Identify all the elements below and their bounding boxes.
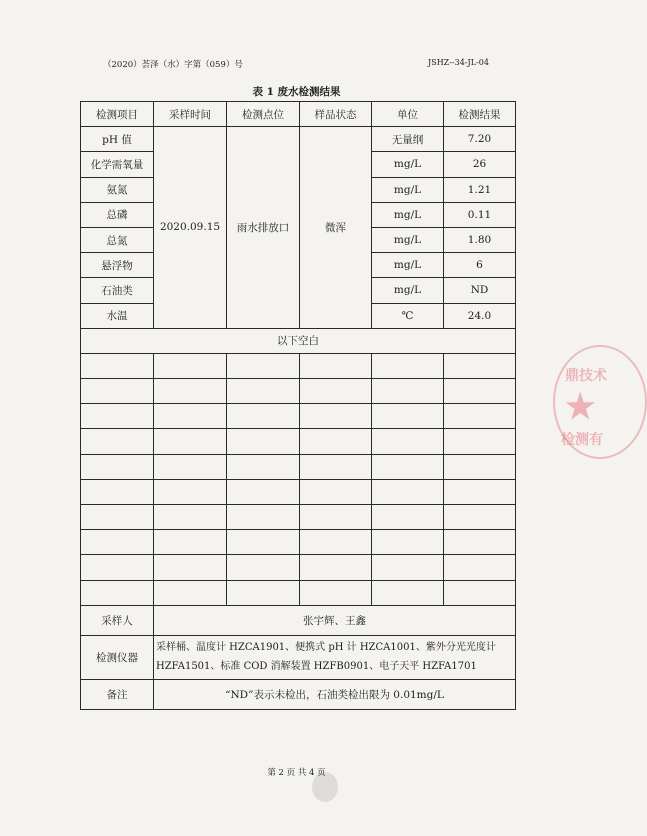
empty-row [81, 580, 516, 605]
empty-row [81, 505, 516, 530]
document-number: （2020）荟泽（水）字第（059）号 [103, 60, 243, 70]
column-header: 检测点位 [227, 102, 300, 127]
form-code: JSHZ--34-JL-04 [428, 58, 489, 67]
instruments-value: 采样桶、温度计 HZCA1901、便携式 pH 计 HZCA1001、紫外分光光度计 HZFA1501、标准 COD 消解装置 HZFB0901、电子天平 HZFA1701 [154, 635, 516, 679]
table-title: 表 1 废水检测结果 [252, 86, 341, 98]
result-cell: 26 [444, 152, 516, 177]
item-cell: 总氮 [81, 227, 154, 252]
unit-cell: ℃ [372, 303, 444, 328]
remarks-row [81, 679, 516, 709]
official-seal [553, 345, 647, 459]
unit-cell: 无量纲 [372, 127, 444, 152]
unit-cell: mg/L [372, 152, 444, 177]
blank-notice: 以下空白 [81, 328, 516, 353]
unit-cell: mg/L [372, 177, 444, 202]
unit-cell: mg/L [372, 227, 444, 252]
item-cell: 氨氮 [81, 177, 154, 202]
sampler-label: 采样人 [81, 605, 154, 635]
seal-text-top: 鼎技术 [565, 368, 607, 384]
result-cell: 1.21 [444, 177, 516, 202]
column-header: 检测项目 [81, 102, 154, 127]
header-row [81, 102, 516, 127]
sampler-value: 张宇辉、王鑫 [154, 605, 516, 635]
sample-time-cell: 2020.09.15 [154, 127, 227, 329]
empty-row [81, 379, 516, 404]
instruments-row [81, 635, 516, 679]
sample-point-cell: 雨水排放口 [227, 127, 300, 329]
remarks-label: 备注 [81, 679, 154, 709]
item-cell: pH 值 [81, 127, 154, 152]
instruments-label: 检测仪器 [81, 635, 154, 679]
empty-row [81, 429, 516, 454]
item-cell: 石油类 [81, 278, 154, 303]
remarks-value: “ND”表示未检出，石油类检出限为 0.01mg/L [154, 679, 516, 709]
column-header: 样品状态 [300, 102, 372, 127]
result-cell: ND [444, 278, 516, 303]
result-cell: 7.20 [444, 127, 516, 152]
result-cell: 24.0 [444, 303, 516, 328]
unit-cell: mg/L [372, 253, 444, 278]
column-header: 采样时间 [154, 102, 227, 127]
empty-row [81, 555, 516, 580]
star-icon: ★ [565, 387, 596, 427]
item-cell: 总磷 [81, 202, 154, 227]
column-header: 单位 [372, 102, 444, 127]
result-cell: 1.80 [444, 227, 516, 252]
unit-cell: mg/L [372, 202, 444, 227]
empty-row [81, 404, 516, 429]
empty-row [81, 530, 516, 555]
result-cell: 0.11 [444, 202, 516, 227]
column-header: 检测结果 [444, 102, 516, 127]
empty-row [81, 353, 516, 378]
item-cell: 悬浮物 [81, 253, 154, 278]
empty-row [81, 479, 516, 504]
result-cell: 6 [444, 253, 516, 278]
table-row [81, 127, 516, 152]
wastewater-results-table [80, 101, 516, 710]
seal-text-bottom: 检测有 [561, 432, 603, 448]
sample-state-cell: 微浑 [300, 127, 372, 329]
item-cell: 水温 [81, 303, 154, 328]
item-cell: 化学需氧量 [81, 152, 154, 177]
empty-row [81, 454, 516, 479]
unit-cell: mg/L [372, 278, 444, 303]
blank-notice-row [81, 328, 516, 353]
sampler-row [81, 605, 516, 635]
page-footer: 第 2 页 共 4 页 [267, 768, 326, 778]
